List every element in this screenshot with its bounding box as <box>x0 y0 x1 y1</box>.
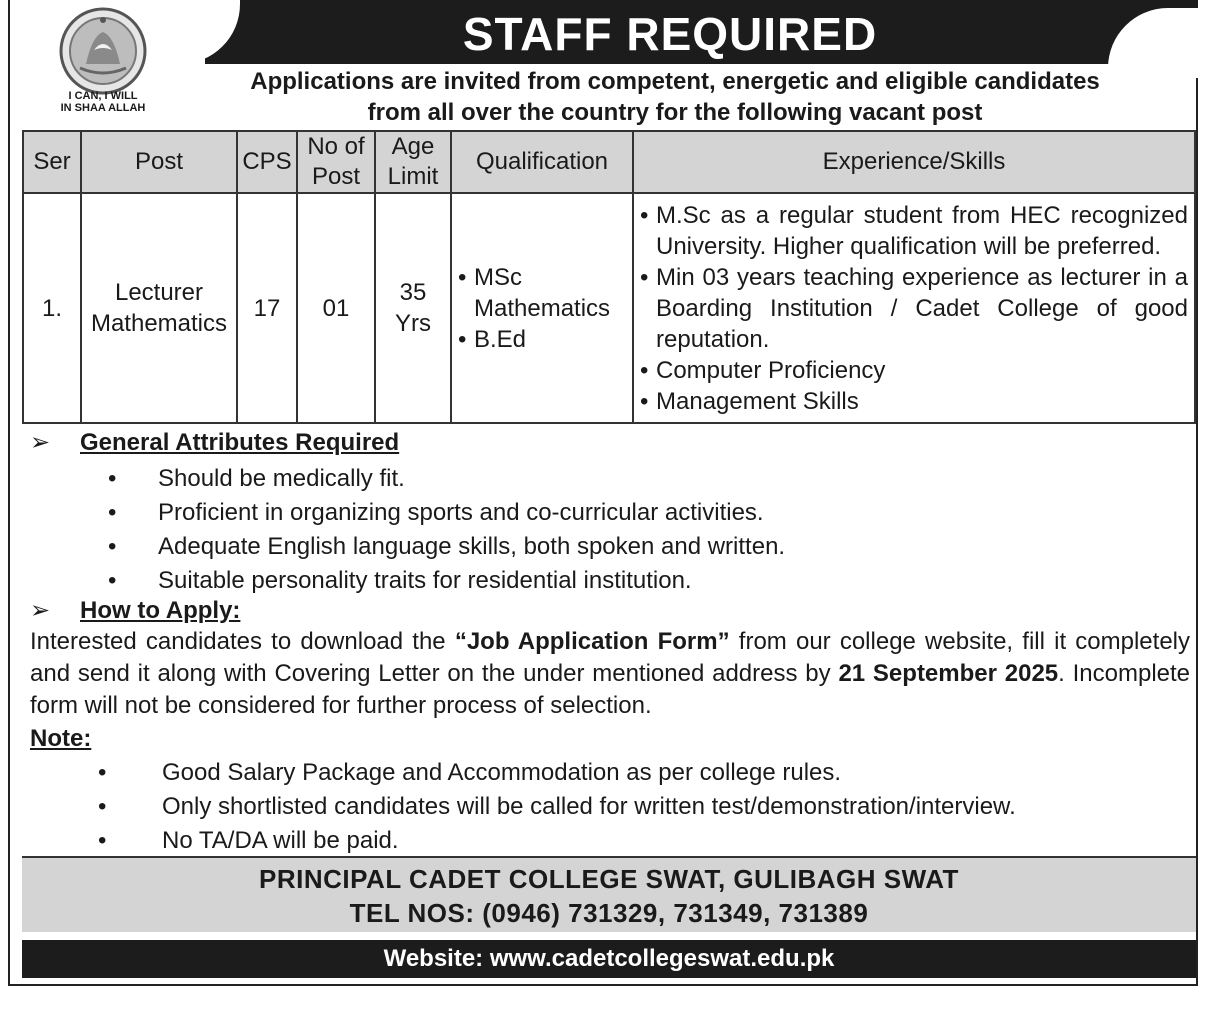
cell-post <box>81 193 237 423</box>
qualification-item: • B.Ed <box>452 324 632 355</box>
arrow-bullet-icon: ➢ <box>30 429 51 456</box>
apply-text-1: Interested candidates to download the <box>30 628 455 655</box>
header-ser: Ser <box>23 131 81 193</box>
cell-age-line-1: 35 <box>399 279 427 306</box>
footer-phones: TEL NOS: (0946) 731329, 731349, 731389 <box>349 898 869 928</box>
experience-item: • M.Sc as a regular student from HEC recognized University. Higher qualification will be preferred. <box>634 200 1194 262</box>
motto-line-2: IN SHAA ALLAH <box>60 102 146 114</box>
how-to-apply-heading <box>30 596 240 626</box>
cell-post-line-2: Mathematics <box>90 310 228 337</box>
header-age-line-1: Age <box>391 133 435 160</box>
header-experience: Experience/Skills <box>633 131 1195 193</box>
contact-footer <box>22 856 1196 932</box>
header-no-of-post-line-1: No of <box>307 133 365 160</box>
list-item: • Good Salary Package and Accommodation as per college rules. <box>98 756 1016 790</box>
list-item: • Proficient in organizing sports and co-curricular activities. <box>108 496 785 530</box>
cell-age-limit <box>375 193 451 423</box>
experience-item: • Min 03 years teaching experience as lecturer in a Boarding Institution / Cadet College of good reputation. <box>634 262 1194 355</box>
vacancy-table <box>22 130 1196 424</box>
table-header-row <box>23 131 1195 193</box>
list-item: • No TA/DA will be paid. <box>98 824 1016 858</box>
college-crest-icon <box>58 6 148 96</box>
cell-cps: 17 <box>237 193 297 423</box>
cell-post-line-1: Lecturer <box>114 279 204 306</box>
header-post: Post <box>81 131 237 193</box>
note-title: Note: <box>30 725 92 752</box>
general-attributes-heading <box>30 428 399 458</box>
cell-age-line-2: Yrs <box>395 310 431 337</box>
website-bar: Website: www.cadetcollegeswat.edu.pk <box>22 940 1196 978</box>
header-age-limit <box>375 131 451 193</box>
how-to-apply-title: How to Apply: <box>80 597 241 624</box>
header-age-line-2: Limit <box>387 163 439 190</box>
intro-text <box>200 66 1150 128</box>
header-no-of-post-line-2: Post <box>311 163 361 190</box>
header-no-of-post <box>297 131 375 193</box>
general-attributes-list <box>108 462 785 598</box>
intro-line-2: from all over the country for the following vacant post <box>367 99 983 126</box>
apply-form-name: “Job Application Form” <box>454 628 730 655</box>
motto-line-1: I CAN, I WILL <box>68 90 138 102</box>
intro-line-1: Applications are invited from competent, energetic and eligible candidates <box>250 68 1100 95</box>
list-item: • Suitable personality traits for residential institution. <box>108 564 785 598</box>
college-motto <box>40 90 166 114</box>
table-row <box>23 193 1195 423</box>
arrow-bullet-icon: ➢ <box>30 597 51 624</box>
cell-no-of-post: 01 <box>297 193 375 423</box>
header-cps: CPS <box>237 131 297 193</box>
list-item: • Only shortlisted candidates will be called for written test/demonstration/interview. <box>98 790 1016 824</box>
apply-deadline: 21 September 2025 <box>838 660 1059 687</box>
header-qualification: Qualification <box>451 131 633 193</box>
apply-text-2: from our college website, fill it completely and send it along with Covering Letter on the under mentioned address by <box>30 628 1191 687</box>
cell-ser: 1. <box>23 193 81 423</box>
footer-address: PRINCIPAL CADET COLLEGE SWAT, GULIBAGH SWAT <box>259 864 959 894</box>
cell-qualification <box>451 193 633 423</box>
how-to-apply-text <box>30 626 1190 722</box>
list-item: • Adequate English language skills, both spoken and written. <box>108 530 785 564</box>
qualification-item: • MSc Mathematics <box>452 262 632 324</box>
experience-item: • Management Skills <box>634 386 1194 417</box>
general-attributes-title: General Attributes Required <box>80 429 400 456</box>
list-item: • Should be medically fit. <box>108 462 785 496</box>
page-title: STAFF REQUIRED <box>462 8 878 60</box>
experience-item: • Computer Proficiency <box>634 355 1194 386</box>
cell-experience <box>633 193 1195 423</box>
apply-text-3: . Incomplete form will not be considered for further process of selection. <box>30 660 1191 719</box>
note-list <box>98 756 1016 858</box>
